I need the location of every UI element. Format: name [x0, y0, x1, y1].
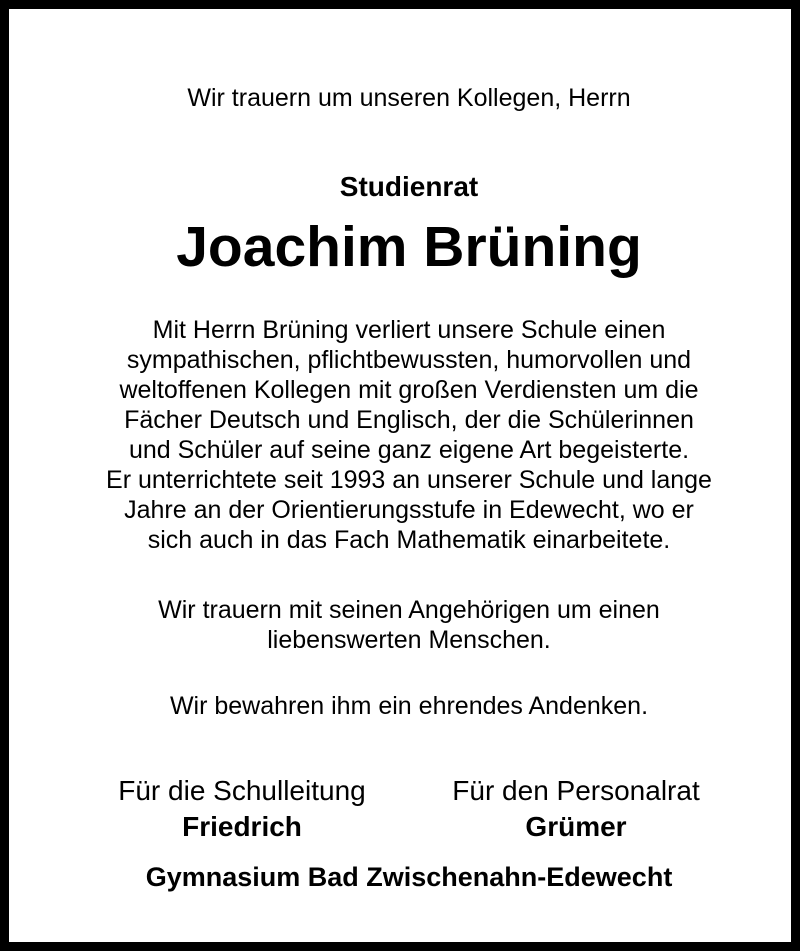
deceased-name: Joachim Brüning [176, 215, 642, 279]
tribute-line: Mit Herrn Brüning verliert unsere Schule einen [152, 316, 666, 344]
tribute-line: weltoffenen Kollegen mit großen Verdiensten um die [119, 376, 699, 404]
signature-role: Für die Schulleitung [118, 775, 366, 806]
signature-name: Friedrich [182, 811, 302, 842]
signature-role: Für den Personalrat [452, 775, 700, 806]
signature-staff-council [409, 773, 743, 845]
tribute-line: Jahre an der Orientierungsstufe in Edewecht, wo er [124, 496, 694, 524]
condolence-paragraph [9, 595, 800, 655]
tribute-line: sich auch in das Fach Mathematik einarbeitete. [147, 526, 671, 554]
memory-statement: Wir bewahren ihm ein ehrendes Andenken. [169, 692, 649, 720]
tribute-paragraph [9, 315, 800, 555]
intro-text: Wir trauern um unseren Kollegen, Herrn [187, 84, 631, 112]
signature-school-management [69, 773, 415, 845]
deceased-title: Studienrat [339, 171, 479, 202]
tribute-line: und Schüler auf seine ganz eigene Art begeisterte. [128, 436, 690, 464]
signature-name: Grümer [525, 811, 627, 842]
condolence-line: Wir trauern mit seinen Angehörigen um einen [158, 596, 660, 624]
school-name: Gymnasium Bad Zwischenahn-Edewecht [145, 862, 673, 892]
tribute-line: sympathischen, pflichtbewussten, humorvollen und [126, 346, 692, 374]
condolence-line: liebenswerten Menschen. [267, 626, 551, 654]
tribute-line: Er unterrichtete seit 1993 an unserer Schule und lange [106, 466, 712, 494]
tribute-line: Fächer Deutsch und Englisch, der die Schülerinnen [124, 406, 694, 434]
